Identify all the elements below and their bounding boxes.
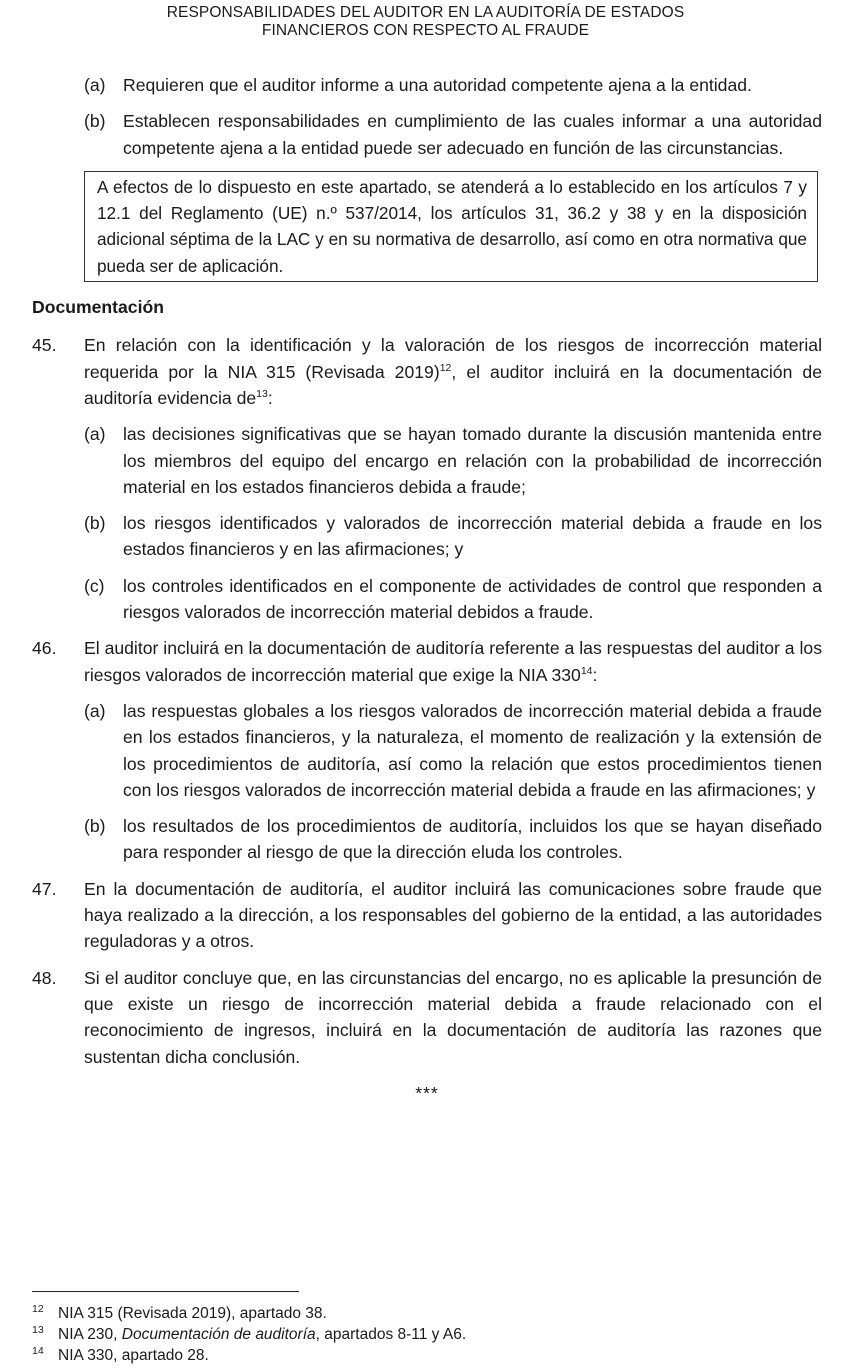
paragraph-text: [84, 635, 822, 688]
item-text: las decisiones significativas que se hayan tomado durante la discusión mantenida entre los miembros del equipo del encargo en relación con la probabilidad de incorrección material en los estados financieros debida a fraude;: [123, 424, 822, 497]
section-heading: Documentación: [32, 297, 164, 318]
end-marker: ***: [415, 1082, 439, 1103]
footnote-text-part: NIA 230,: [58, 1326, 122, 1343]
footnote-number: 14: [32, 1345, 44, 1357]
footnote-text-part: NIA 330, apartado 28.: [58, 1347, 209, 1364]
item-text: los controles identificados en el componente de actividades de control que responden a riesgos valorados de incorrección material debidos a fraude.: [123, 575, 822, 623]
footnote-text: [58, 1326, 466, 1343]
item-text: Requieren que el auditor informe a una autoridad competente ajena a la entidad.: [123, 75, 752, 95]
footnote-number: 12: [32, 1303, 44, 1315]
footnote-text-part: , apartados 8-11 y A6.: [315, 1326, 467, 1343]
item-label: (a): [84, 700, 106, 721]
footnote: [32, 1324, 822, 1345]
footnote-text-part: NIA 315 (Revisada 2019), apartado 38.: [58, 1305, 327, 1322]
footnote-separator: [32, 1291, 299, 1292]
footnote: [32, 1303, 822, 1324]
list-item: [32, 698, 822, 803]
footnote-text: [58, 1347, 209, 1364]
item-text: los riesgos identificados y valorados de incorrección material debida a fraude en los estados financieros y en las afirmaciones; y: [123, 513, 822, 560]
footnote-italic: Documentación de auditoría: [121, 1326, 316, 1343]
page-header: [0, 4, 851, 40]
paragraph-text-part: En relación con la identificación y la valoración de los riesgos de incorrección material requerida por la NIA 315 (Revisada 2019): [84, 335, 822, 382]
paragraph-number: 46.: [32, 638, 57, 659]
item-text: Establecen responsabilidades en cumplimiento de las cuales informar a una autoridad competente ajena a la entidad puede ser adecuado en función de las circunstancias.: [123, 111, 822, 158]
header-line-1: RESPONSABILIDADES DEL AUDITOR EN LA AUDITORÍA DE ESTADOS: [166, 4, 685, 21]
footnote-ref[interactable]: 12: [439, 361, 452, 374]
footnote-text: [58, 1305, 327, 1322]
paragraph-number: 47.: [32, 878, 57, 899]
list-item: [32, 421, 822, 500]
paragraph-number: 45.: [32, 335, 57, 356]
paragraph-48: [32, 965, 822, 1070]
paragraph-text-part: :: [267, 387, 273, 408]
paragraph-46: [32, 635, 822, 688]
footnote-number: 13: [32, 1324, 44, 1336]
list-item: [32, 108, 822, 161]
paragraph-text: Si el auditor concluye que, en las circunstancias del encargo, no es aplicable la presunción de que existe un riesgo de incorrección material debida a fraude relacionado con el reconocimiento de ingresos, incluirá en la documentación de auditoría las razones que sustentan dicha conclusión.: [84, 967, 822, 1067]
item-label: (b): [84, 111, 106, 132]
list-item: [32, 813, 822, 866]
item-label: (a): [84, 424, 106, 445]
list-item: [32, 510, 822, 563]
paragraph-45: [32, 332, 822, 411]
footnote-ref[interactable]: 13: [256, 387, 268, 400]
footnote-ref[interactable]: 14: [580, 664, 593, 677]
item-label: (c): [84, 575, 105, 596]
item-label: (b): [84, 513, 106, 534]
item-text: las respuestas globales a los riesgos valorados de incorrección material debida a fraude en los estados financieros, y la naturaleza, el momento de realización y la extensión de los procedimientos de auditoría, así como la relación que estos procedimientos tienen con los riesgos valorados de incorrección material debida a fraude en las afirmaciones; y: [123, 700, 822, 800]
list-item: [32, 72, 822, 98]
regulatory-note-box: A efectos de lo dispuesto en este apartado, se atenderá a lo establecido en los artículos 7 y 12.1 del Reglamento (UE) n.º 537/2014, los artículos 31, 36.2 y 38 y en la disposición adicional séptima de la LAC y en su normativa de desarrollo, así como en otra normativa que pueda ser de aplicación.: [84, 171, 818, 282]
header-line-2: FINANCIEROS CON RESPECTO AL FRAUDE: [261, 22, 590, 39]
paragraph-text-part: El auditor incluirá en la documentación de auditoría referente a las respuestas del auditor a los riesgos valorados de incorrección material que exige la NIA 330: [84, 638, 822, 685]
paragraph-text-part: , el auditor incluirá en la documentación de auditoría evidencia de: [84, 361, 822, 408]
paragraph-text-part: :: [592, 664, 598, 685]
document-body: [32, 72, 822, 1106]
footnotes: [32, 1303, 822, 1366]
item-label: (a): [84, 75, 106, 95]
paragraph-47: [32, 876, 822, 955]
paragraph-text: En la documentación de auditoría, el auditor incluirá las comunicaciones sobre fraude que haya realizado a la dirección, a los responsables del gobierno de la entidad, a las autoridades reguladoras y a otros.: [84, 878, 822, 952]
paragraph-text: [84, 332, 822, 411]
paragraph-number: 48.: [32, 967, 57, 988]
item-text: los resultados de los procedimientos de auditoría, incluidos los que se hayan diseñado para responder al riesgo de que la dirección eluda los controles.: [123, 816, 822, 863]
item-label: (b): [84, 816, 106, 837]
footnote: [32, 1345, 822, 1366]
list-item: [32, 573, 822, 626]
